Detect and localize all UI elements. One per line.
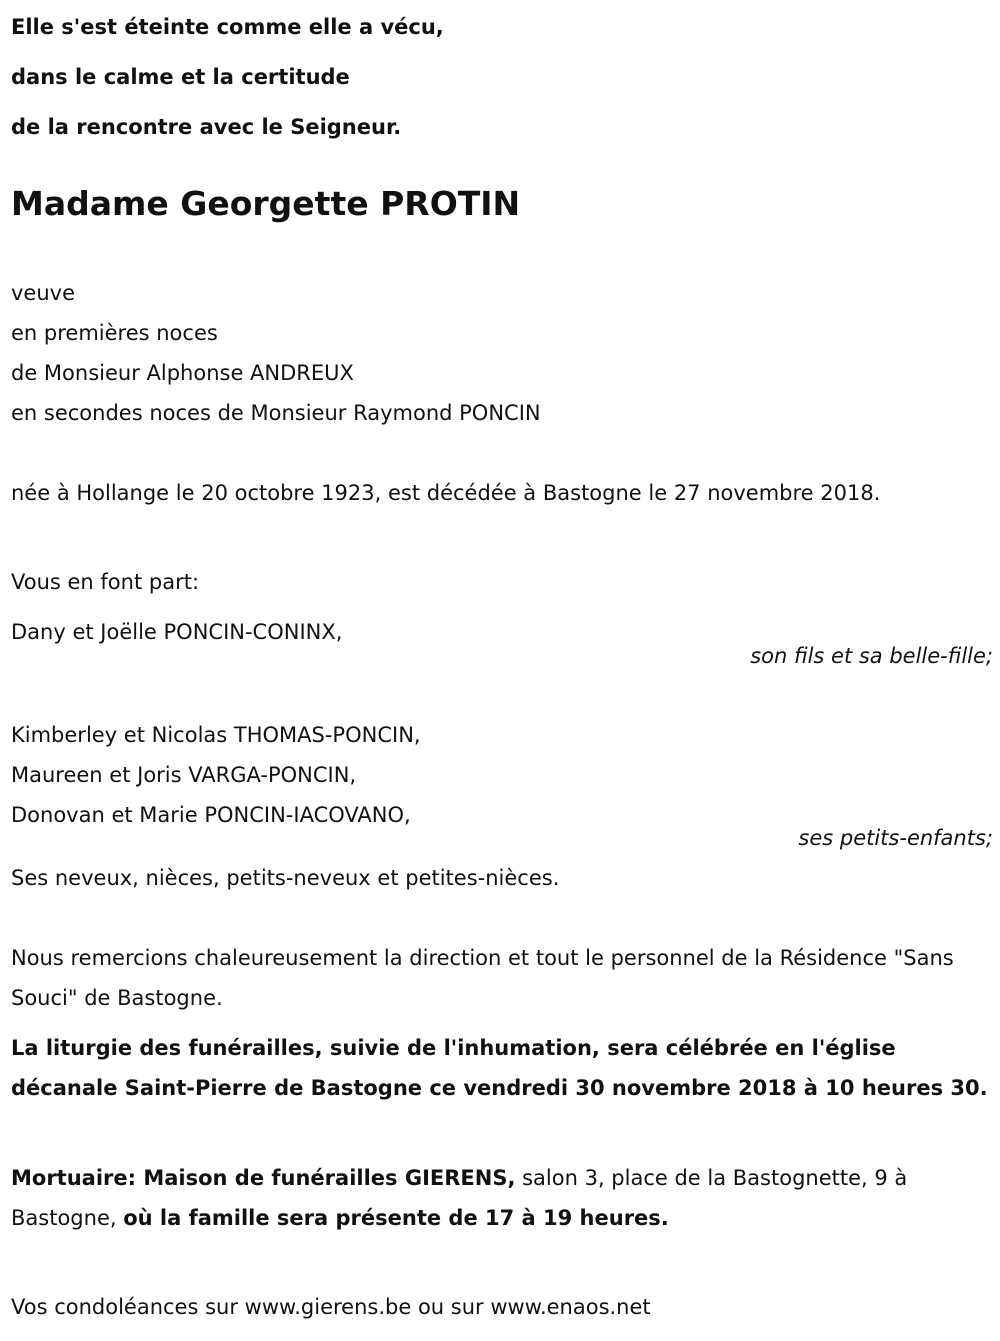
announcement <box>11 562 993 602</box>
widow-line: de Monsieur Alphonse ANDREUX <box>11 361 354 385</box>
family-group-grandchildren <box>11 715 993 835</box>
mortuary-bold-end: où la famille sera présente de 17 à 19 heures. <box>123 1206 669 1230</box>
widow-info <box>11 273 993 433</box>
mortuary-paragraph <box>11 1158 993 1238</box>
extended-family <box>11 858 993 898</box>
birth-death-text: née à Hollange le 20 octobre 1923, est décédée à Bastogne le 27 novembre 2018. <box>11 481 881 505</box>
mortuary-text <box>11 1158 993 1238</box>
epigraph-line: de la rencontre avec le Seigneur. <box>11 115 402 139</box>
family-member: Dany et Joëlle PONCIN-CONINX, <box>11 620 343 644</box>
widow-line: veuve <box>11 281 76 305</box>
family-member: Kimberley et Nicolas THOMAS-PONCIN, <box>11 723 421 747</box>
widow-line: en premières noces <box>11 321 218 345</box>
epigraph-line: dans le calme et la certitude <box>11 65 350 89</box>
thanks-paragraph <box>11 938 993 1018</box>
family-member: Maureen et Joris VARGA-PONCIN, <box>11 763 357 787</box>
epigraph <box>11 2 444 152</box>
mortuary-address: salon 3, place de la Bastognette, 9 à Bastogne, <box>11 1166 908 1230</box>
family-relation-children: son fils et sa belle-fille; <box>750 644 993 668</box>
family-member: Donovan et Marie PONCIN-IACOVANO, <box>11 803 411 827</box>
widow-line: en secondes noces de Monsieur Raymond PONCIN <box>11 401 541 425</box>
condolences-line <box>11 1287 993 1327</box>
extended-family-text: Ses neveux, nièces, petits-neveux et petites-nièces. <box>11 866 560 890</box>
announcement-text: Vous en font part: <box>11 570 200 594</box>
condolences-text: Vos condoléances sur www.gierens.be ou sur www.enaos.net <box>11 1295 651 1319</box>
family-relation-grandchildren: ses petits-enfants; <box>798 826 993 850</box>
epigraph-line: Elle s'est éteinte comme elle a vécu, <box>11 15 444 39</box>
deceased-name: Madame Georgette PROTIN <box>11 184 521 223</box>
liturgy-paragraph <box>11 1028 993 1108</box>
birth-death-info <box>11 473 993 513</box>
mortuary-bold-start: Mortuaire: Maison de funérailles GIERENS, <box>11 1166 516 1190</box>
thanks-text: Nous remercions chaleureusement la direction et tout le personnel de la Résidence "Sans Souci" de Bastogne. <box>11 946 954 1010</box>
liturgy-text: La liturgie des funérailles, suivie de l'inhumation, sera célébrée en l'église décanale Saint-Pierre de Bastogne ce vendredi 30 novembre 2018 à 10 heures 30. <box>11 1036 988 1100</box>
